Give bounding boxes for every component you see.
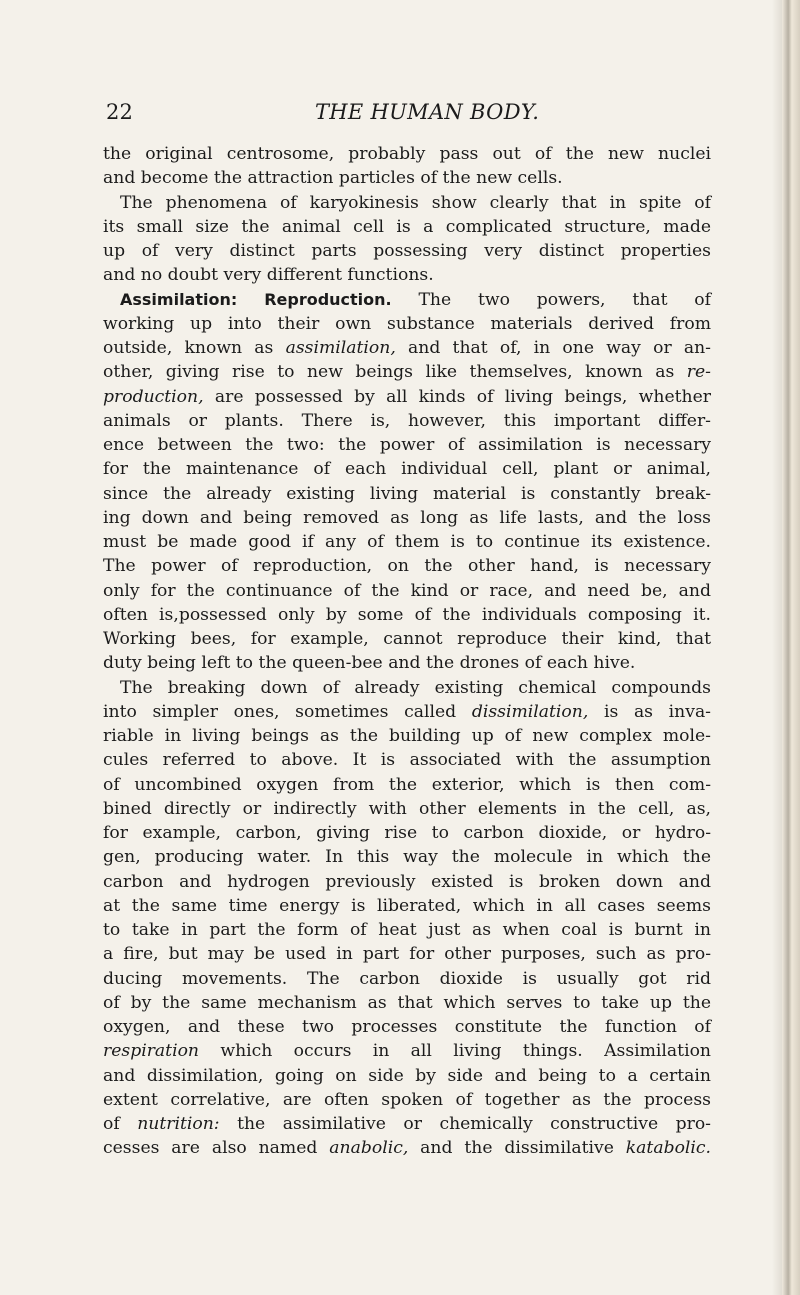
text-line: riable in living beings as the building up of new complex mole- [103,726,711,746]
text-line: Working bees, for example, cannot reproduce their kind, that [103,629,711,649]
text-line: up of very distinct parts possessing very distinct properties [103,241,711,261]
text-line: into simpler ones, sometimes called dissimilation, is as inva- [103,701,711,722]
text-line: duty being left to the queen-bee and the drones of each hive. [103,653,636,674]
page-number: 22 [106,100,134,124]
text-line: the original centrosome, probably pass out of the new nuclei [103,144,711,164]
text-line: The breaking down of already existing chemical compounds [120,677,711,698]
text-line: production, are possessed by all kinds of living beings, whether [103,386,711,407]
text-line: extent correlative, are often spoken of together as the process [103,1089,711,1110]
page-edge [782,0,800,1295]
text-line: a fire, but may be used in part for other purposes, such as pro- [103,944,711,965]
text-line: outside, known as assimilation, and that of, in one way or an- [103,338,711,358]
text-line: other, giving rise to new beings like themselves, known as re- [103,362,711,383]
text-line: since the already existing living material is constantly break- [103,483,711,504]
text-line: working up into their own substance materials derived from [103,313,711,334]
text-line: for example, carbon, giving rise to carbon dioxide, or hydro- [103,823,711,843]
text-line: ing down and being removed as long as life lasts, and the loss [103,507,711,528]
page-gutter-shadow [772,0,782,1295]
text-line: at the same time energy is liberated, which in all cases seems [103,895,711,916]
text-line: its small size the animal cell is a complicated structure, made [103,216,711,237]
text-line: respiration which occurs in all living things. Assimilation [103,1041,711,1062]
text-line: for the maintenance of each individual cell, plant or animal, [103,459,711,480]
text-line: cules referred to above. It is associated with the assumption [103,750,711,771]
text-line: of nutrition: the assimilative or chemically constructive pro- [103,1114,711,1134]
text-line: The phenomena of karyokinesis show clearly that in spite of [120,192,711,213]
text-line: and no doubt very different functions. [103,265,434,286]
text-line: only for the continuance of the kind or race, and need be, and [103,580,711,601]
text-line: Assimilation: Reproduction. The two powers, that of [120,289,712,310]
text-line: gen, producing water. In this way the molecule in which the [103,847,711,868]
text-line: to take in part the form of heat just as when coal is burnt in [103,920,711,940]
text-line: oxygen, and these two processes constitute the function of [103,1017,711,1037]
text-line: of uncombined oxygen from the exterior, which is then com- [103,774,711,795]
text-line: must be made good if any of them is to continue its existence. [103,532,711,552]
text-line: The power of reproduction, on the other hand, is necessary [103,556,711,577]
running-title: THE HUMAN BODY. [315,100,540,124]
running-head [0,100,800,130]
text-line: carbon and hydrogen previously existed is broken down and [103,871,711,892]
text-line: often is,possessed only by some of the individuals composing it. [103,604,711,625]
body-text [103,142,711,1161]
text-line: bined directly or indirectly with other elements in the cell, as, [103,798,711,819]
text-line: of by the same mechanism as that which serves to take up the [103,992,711,1013]
text-line: and become the attraction particles of the new cells. [103,168,563,189]
text-line: cesses are also named anabolic, and the dissimilative katabolic. [103,1138,711,1159]
text-line: ducing movements. The carbon dioxide is usually got rid [103,968,711,989]
text-line: ence between the two: the power of assimilation is necessary [103,435,711,455]
text-line: animals or plants. There is, however, this important differ- [103,410,711,431]
text-line: and dissimilation, going on side by side and being to a certain [103,1065,711,1086]
